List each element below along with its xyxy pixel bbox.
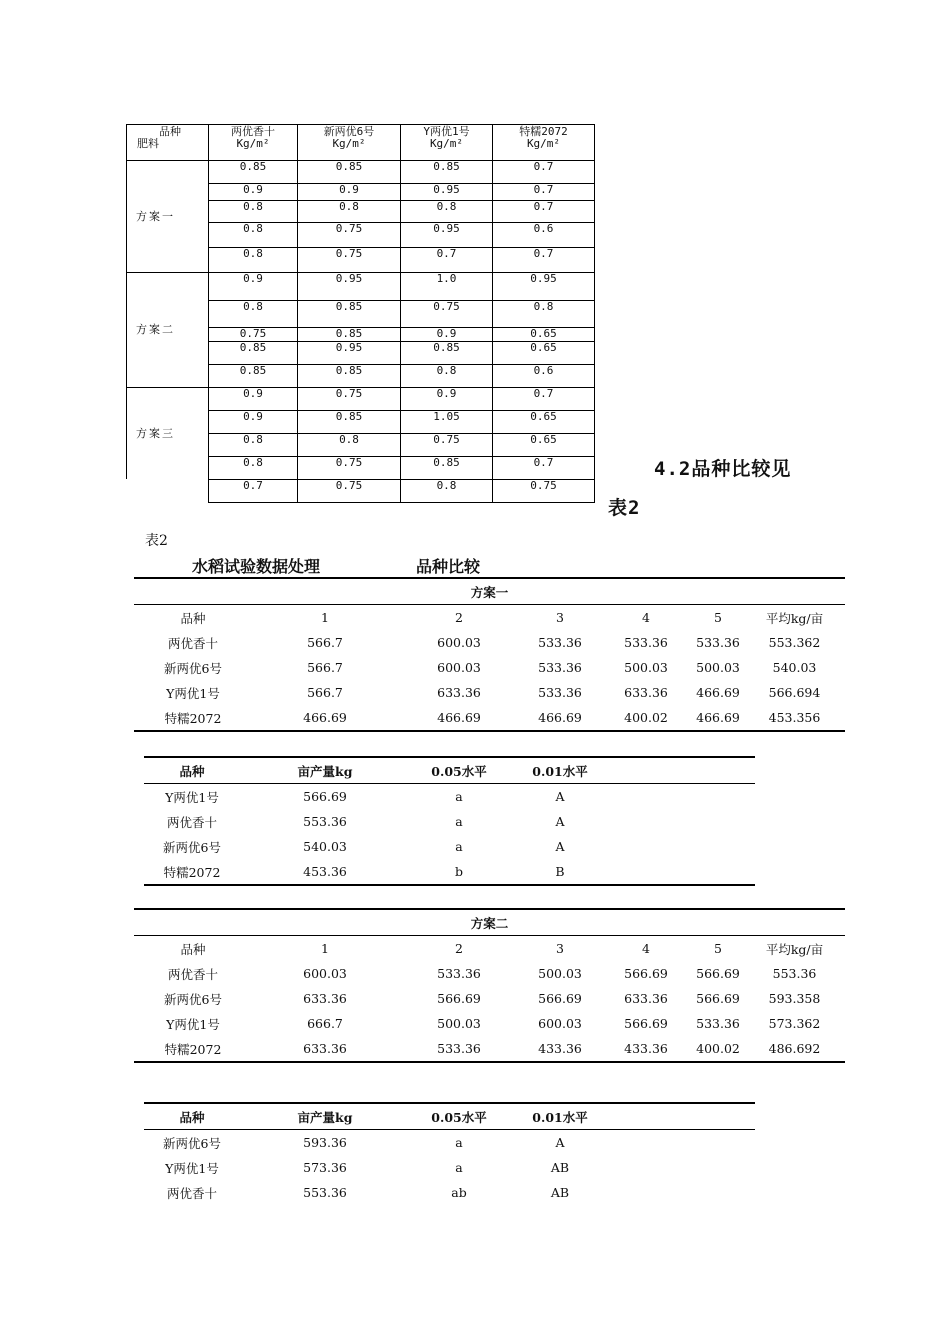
header-label: 特糯2072	[519, 125, 568, 138]
value-cell: 0.8	[209, 457, 298, 480]
data-cell: 400.02	[692, 1036, 744, 1062]
blank-cell	[612, 1180, 755, 1205]
data-cell: 466.69	[252, 705, 398, 731]
value-cell: 0.7	[493, 388, 595, 411]
value-cell: 0.85	[401, 342, 493, 365]
column-header: 5	[714, 941, 722, 956]
value-cell: 0.8	[401, 480, 493, 503]
value-cell: 0.75	[209, 328, 298, 342]
value-cell: 0.95	[493, 273, 595, 301]
column-header: 1	[321, 610, 329, 625]
data-cell: 566.69	[696, 991, 740, 1006]
plan-label-row	[134, 578, 845, 605]
section-heading-line2: 表2	[608, 497, 641, 519]
header-unit: Kg/m²	[526, 137, 561, 150]
column-header: 2	[455, 941, 463, 956]
value-cell: 0.75	[298, 248, 401, 273]
value-cell: 0.85	[209, 161, 298, 184]
value-cell: 0.7	[401, 248, 493, 273]
data-cell: Y两优1号	[166, 1016, 220, 1032]
data-cell: Y两优1号	[165, 789, 219, 805]
column-header: 亩产量kg	[240, 1103, 410, 1130]
plan1-yield-table	[134, 577, 845, 732]
plan-label: 方案二	[134, 909, 845, 936]
blank-cell	[612, 1155, 755, 1180]
column-header: 0.05水平	[410, 1103, 508, 1130]
column-header: 2	[455, 610, 463, 625]
data-cell: 466.69	[398, 705, 520, 731]
column-header-row	[144, 1103, 755, 1130]
value-cell: 0.8	[401, 365, 493, 388]
value-cell: 0.8	[298, 434, 401, 457]
header-label: Y两优1号	[423, 125, 470, 138]
column-header: 品种	[180, 610, 206, 626]
section-heading-line1: 4.2品种比较见	[654, 458, 792, 480]
value-cell: 0.9	[298, 184, 401, 201]
data-cell: 453.356	[744, 705, 845, 731]
value-cell: 0.6	[493, 223, 595, 248]
data-cell: 466.69	[696, 685, 740, 700]
blank-cell	[612, 859, 755, 885]
data-row	[144, 1155, 755, 1180]
value-cell: 0.9	[209, 411, 298, 434]
data-cell: 特糯2072	[144, 859, 240, 885]
value-cell: 0.85	[209, 365, 298, 388]
data-cell: 600.03	[437, 635, 481, 650]
value-cell: 0.8	[401, 201, 493, 223]
data-cell: 633.36	[303, 991, 347, 1006]
data-row	[127, 388, 595, 411]
value-cell: 0.9	[209, 184, 298, 201]
blank-cell	[612, 834, 755, 859]
data-cell: 553.36	[303, 814, 347, 829]
data-row	[134, 655, 845, 680]
data-cell: b	[410, 859, 508, 885]
data-row	[134, 680, 845, 705]
table-gap	[126, 479, 208, 504]
data-cell: 593.36	[303, 1135, 347, 1150]
data-cell: 533.36	[538, 635, 582, 650]
header-unit: 肥料	[137, 137, 159, 150]
value-cell: 0.65	[493, 434, 595, 457]
data-cell: a	[455, 1160, 463, 1175]
data-cell: 633.36	[624, 685, 668, 700]
data-cell: A	[555, 814, 565, 829]
value-cell: 1.05	[401, 411, 493, 434]
data-cell: ab	[451, 1185, 467, 1200]
value-cell: 0.85	[298, 161, 401, 184]
plan-label-row	[134, 909, 845, 936]
data-cell: 特糯2072	[134, 705, 252, 731]
data-cell: 453.36	[240, 859, 410, 885]
data-cell: 553.36	[772, 966, 817, 981]
data-row	[144, 1130, 755, 1156]
column-header: 3	[556, 941, 564, 956]
value-cell: 0.7	[493, 201, 595, 223]
data-row	[134, 986, 845, 1011]
value-cell: 0.7	[493, 457, 595, 480]
value-cell: 0.6	[493, 365, 595, 388]
value-cell: 1.0	[401, 273, 493, 301]
header-unit: Kg/m²	[332, 137, 366, 150]
data-cell: 566.7	[307, 685, 343, 700]
data-cell: 600.03	[538, 1016, 582, 1031]
data-row	[127, 273, 595, 301]
value-cell: 0.65	[493, 411, 595, 434]
data-cell: 600.03	[303, 966, 347, 981]
value-cell: 0.85	[401, 161, 493, 184]
header-label: 新两优6号	[323, 125, 375, 138]
data-row	[134, 630, 845, 655]
header-row	[127, 125, 595, 161]
data-cell: 两优香十	[166, 1185, 217, 1201]
blank-cell	[612, 1103, 755, 1130]
data-cell: 540.03	[772, 660, 817, 675]
value-cell: 0.7	[493, 184, 595, 201]
data-row	[127, 161, 595, 184]
data-row	[144, 834, 755, 859]
value-cell: 0.8	[298, 201, 401, 223]
data-cell: a	[455, 839, 463, 854]
column-header-row	[144, 757, 755, 784]
data-cell: 566.69	[696, 966, 740, 981]
data-cell: a	[455, 789, 463, 804]
data-cell: 486.692	[744, 1036, 845, 1062]
data-cell: 553.36	[303, 1185, 347, 1200]
data-cell: 600.03	[437, 660, 481, 675]
column-header: 品种	[144, 1103, 240, 1130]
data-cell: 633.36	[252, 1036, 398, 1062]
value-cell: 0.8	[209, 434, 298, 457]
data-cell: AB	[550, 1160, 570, 1175]
data-cell: 特糯2072	[134, 1036, 252, 1062]
blank-cell	[612, 757, 755, 784]
header-label: 品种	[159, 125, 181, 138]
data-cell: 533.36	[696, 1016, 740, 1031]
value-cell: 0.85	[401, 457, 493, 480]
plan2-yield-table	[134, 908, 845, 1063]
data-cell: A	[555, 1135, 565, 1150]
blank-cell	[612, 1130, 755, 1156]
data-cell: a	[455, 1135, 463, 1150]
value-cell: 0.75	[298, 223, 401, 248]
data-row	[144, 1180, 755, 1205]
data-cell: 新两优6号	[164, 660, 222, 676]
plan2-ranking-table	[144, 1102, 755, 1205]
data-cell: 633.36	[437, 685, 481, 700]
data-cell: 566.7	[307, 660, 343, 675]
plan1-ranking-table	[144, 756, 755, 886]
data-cell: 新两优6号	[163, 1135, 221, 1151]
column-header: 4	[642, 941, 650, 956]
header-cell	[298, 125, 401, 161]
data-cell: 两优香十	[167, 635, 218, 651]
column-header: 平均kg/亩	[765, 941, 824, 957]
value-cell: 0.95	[401, 223, 493, 248]
column-header: 0.01水平	[508, 1103, 612, 1130]
data-row	[144, 784, 755, 810]
data-cell: 466.69	[692, 705, 744, 731]
header-cell	[127, 125, 209, 161]
data-cell: 566.69	[437, 991, 481, 1006]
value-cell: 0.75	[401, 434, 493, 457]
value-cell: 0.7	[493, 161, 595, 184]
data-cell: 566.69	[538, 991, 582, 1006]
column-header-row	[134, 605, 845, 631]
data-cell: 566.69	[303, 789, 347, 804]
data-cell: 533.36	[538, 685, 582, 700]
data-cell: 593.358	[768, 991, 821, 1006]
value-cell: 0.8	[209, 201, 298, 223]
header-label: 两优香十	[231, 125, 275, 138]
value-cell: 0.7	[493, 248, 595, 273]
value-cell: 0.85	[298, 365, 401, 388]
data-cell: B	[508, 859, 612, 885]
value-cell: 0.75	[493, 480, 595, 503]
data-cell: 两优香十	[167, 966, 218, 982]
data-cell: 533.36	[437, 966, 481, 981]
value-cell: 0.8	[209, 301, 298, 328]
value-cell: 0.95	[298, 273, 401, 301]
data-cell: 533.36	[696, 635, 740, 650]
data-cell: 533.36	[624, 635, 668, 650]
data-cell: Y两优1号	[166, 685, 220, 701]
data-row	[134, 705, 845, 731]
value-cell: 0.7	[209, 480, 298, 503]
value-cell: 0.85	[298, 328, 401, 342]
plan-name-cell: 方案一	[127, 161, 209, 273]
data-row	[134, 1011, 845, 1036]
value-cell: 0.65	[493, 342, 595, 365]
data-cell: 533.36	[538, 660, 582, 675]
data-cell: 566.7	[307, 635, 343, 650]
fertilizer-yield-table	[126, 124, 595, 503]
data-cell: 新两优6号	[163, 839, 221, 855]
table-title-right: 品种比较	[416, 557, 481, 576]
header-cell	[209, 125, 298, 161]
column-header: 品种	[180, 941, 206, 957]
column-header: 0.01水平	[508, 757, 612, 784]
data-cell: 500.03	[437, 1016, 481, 1031]
value-cell: 0.9	[209, 273, 298, 301]
data-cell: 433.36	[520, 1036, 600, 1062]
data-cell: Y两优1号	[165, 1160, 219, 1176]
data-cell: 433.36	[600, 1036, 692, 1062]
data-cell: A	[555, 839, 565, 854]
value-cell: 0.9	[401, 328, 493, 342]
blank-cell	[612, 809, 755, 834]
data-cell: 466.69	[520, 705, 600, 731]
value-cell: 0.85	[298, 411, 401, 434]
data-cell: 500.03	[538, 966, 582, 981]
data-cell: 666.7	[307, 1016, 343, 1031]
blank-cell	[612, 784, 755, 810]
column-header-row	[134, 936, 845, 962]
data-cell: 400.02	[600, 705, 692, 731]
data-row	[134, 1036, 845, 1062]
value-cell: 0.65	[493, 328, 595, 342]
value-cell: 0.85	[298, 301, 401, 328]
data-cell: 566.694	[768, 685, 821, 700]
column-header: 5	[714, 610, 722, 625]
value-cell: 0.85	[209, 342, 298, 365]
data-cell: 500.03	[696, 660, 740, 675]
data-cell: A	[555, 789, 565, 804]
plan-name-cell: 方案二	[127, 273, 209, 388]
table-title-left: 水稻试验数据处理	[192, 557, 321, 576]
value-cell: 0.95	[298, 342, 401, 365]
value-cell: 0.75	[401, 301, 493, 328]
header-cell	[493, 125, 595, 161]
data-cell: 553.362	[768, 635, 821, 650]
value-cell: 0.75	[298, 480, 401, 503]
value-cell: 0.8	[209, 248, 298, 273]
data-cell: 566.69	[624, 966, 668, 981]
value-cell: 0.75	[298, 388, 401, 411]
data-row	[144, 809, 755, 834]
data-cell: 566.69	[624, 1016, 668, 1031]
value-cell: 0.75	[298, 457, 401, 480]
header-unit: Kg/m²	[429, 137, 464, 150]
data-cell: 533.36	[398, 1036, 520, 1062]
data-cell: 540.03	[303, 839, 347, 854]
data-cell: a	[455, 814, 463, 829]
data-cell: 500.03	[624, 660, 668, 675]
value-cell: 0.8	[493, 301, 595, 328]
column-header: 平均kg/亩	[765, 610, 824, 626]
data-cell: 573.362	[768, 1016, 821, 1031]
column-header: 4	[642, 610, 650, 625]
table-caption: 表2	[145, 533, 168, 549]
column-header: 3	[556, 610, 564, 625]
data-row	[134, 961, 845, 986]
value-cell: 0.9	[401, 388, 493, 411]
plan-label: 方案一	[134, 578, 845, 605]
data-cell: 573.36	[303, 1160, 347, 1175]
column-header: 亩产量kg	[240, 757, 410, 784]
data-cell: AB	[550, 1185, 570, 1200]
data-cell: 633.36	[624, 991, 668, 1006]
data-cell: 新两优6号	[164, 991, 222, 1007]
plan-name-cell: 方案三	[127, 388, 209, 480]
value-cell: 0.95	[401, 184, 493, 201]
data-row	[144, 859, 755, 885]
column-header: 品种	[144, 757, 240, 784]
value-cell: 0.8	[209, 223, 298, 248]
data-cell: 两优香十	[166, 814, 217, 830]
column-header: 1	[321, 941, 329, 956]
header-cell	[401, 125, 493, 161]
column-header: 0.05水平	[410, 757, 508, 784]
header-unit: Kg/m²	[236, 137, 270, 150]
value-cell: 0.9	[209, 388, 298, 411]
